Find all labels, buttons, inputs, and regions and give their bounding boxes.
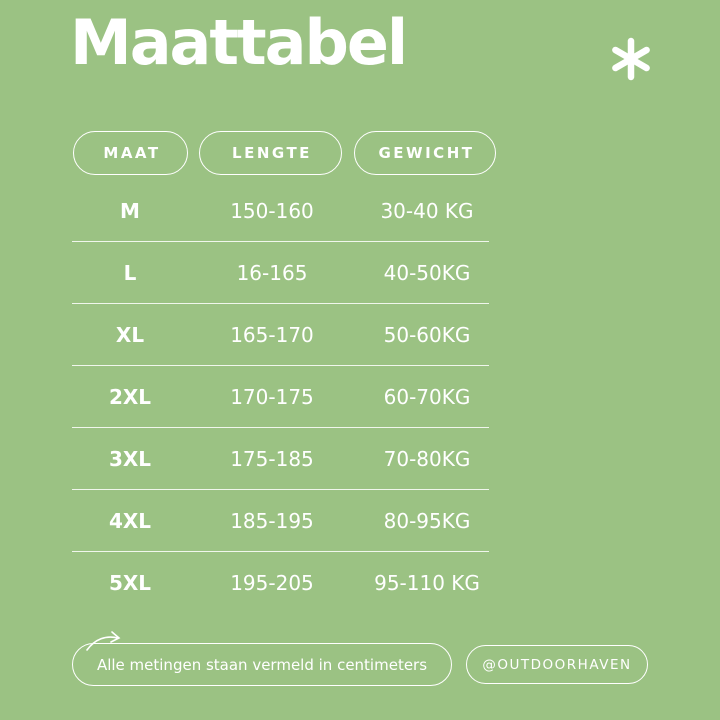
measurement-note-text: Alle metingen staan vermeld in centimeters (96, 655, 428, 674)
weight-cell: 95-110 KG (374, 571, 480, 595)
size-cell: 4XL (108, 508, 152, 533)
table-row (72, 490, 489, 552)
size-cell: L (123, 260, 137, 285)
column-header-maat: MAAT (73, 131, 188, 175)
size-cell: XL (115, 322, 145, 347)
table-row (72, 552, 489, 614)
asterisk-icon (610, 37, 652, 81)
weight-cell: 70-80KG (383, 446, 471, 471)
weight-cell: 50-60KG (383, 322, 471, 347)
weight-cell: 80-95KG (383, 508, 471, 533)
table-row (72, 428, 489, 490)
length-cell: 175-185 (230, 446, 314, 471)
size-cell: M (120, 198, 140, 223)
size-cell: 3XL (108, 446, 152, 471)
weight-cell: 30-40 KG (380, 198, 474, 223)
size-table (72, 180, 489, 614)
length-cell: 16-165 (236, 260, 308, 285)
table-row (72, 304, 489, 366)
size-cell: 2XL (108, 384, 152, 409)
length-cell: 170-175 (230, 384, 314, 409)
social-handle-text: @OUTDOORHAVEN (482, 656, 632, 673)
column-header-gewicht: GEWICHT (354, 131, 496, 175)
table-header-row (73, 131, 496, 175)
column-header-lengte: LENGTE (199, 131, 342, 175)
length-cell: 150-160 (230, 198, 314, 223)
length-cell: 185-195 (230, 508, 314, 533)
measurement-note-pill (72, 643, 452, 686)
weight-cell: 60-70KG (383, 384, 471, 409)
table-row (72, 180, 489, 242)
weight-cell: 40-50KG (383, 260, 471, 285)
length-cell: 165-170 (230, 322, 314, 347)
length-cell: 195-205 (230, 571, 314, 595)
page-title: Maattabel (70, 6, 407, 79)
table-row (72, 366, 489, 428)
size-cell: 5XL (108, 571, 152, 595)
table-row (72, 242, 489, 304)
social-handle-pill (466, 645, 648, 684)
